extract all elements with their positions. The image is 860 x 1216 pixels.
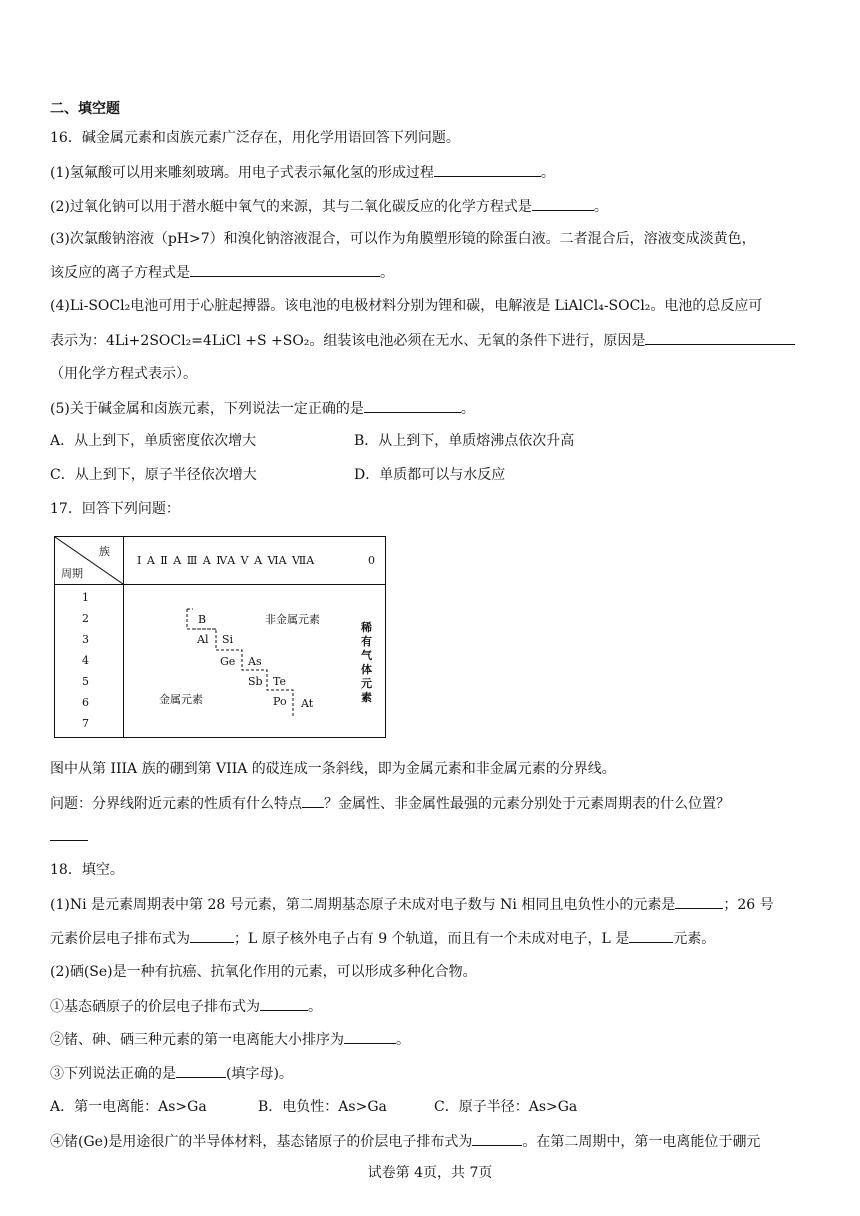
q18-sub2: ②锗、砷、硒三种元素的第一电离能大小排序为 。 (50, 1029, 410, 1050)
q17-stem: 17．回答下列问题： (50, 501, 180, 517)
q18-sub4: ④锗(Ge)是用途很广的半导体材料，基态锗原子的价层电子排布式为 。在第二周期中，第一电离能位于硼元 (50, 1131, 760, 1152)
q16-part4-line3: （用化学方程式表示）。 (50, 366, 197, 382)
q16-stem: 16．碱金属元素和卤族元素广泛存在，用化学用语回答下列问题。 (50, 130, 460, 146)
element-at: At (301, 697, 314, 710)
q18-option-a[interactable]: A．第一电离能：As>Ga (50, 1099, 207, 1115)
answer-blank[interactable] (176, 1063, 226, 1078)
element-ge: Ge (220, 655, 236, 668)
answer-blank[interactable] (190, 262, 380, 277)
answer-blank[interactable] (190, 928, 234, 943)
q16-option-b[interactable]: B．从上到下，单质熔沸点依次升高 (354, 433, 575, 449)
q17-question: 问题：分界线附近元素的性质有什么特点 ？金属性、非金属性最强的元素分别处于元素周期表的什么位置？ (50, 793, 730, 814)
q18-part1-line1: (1)Ni 是元素周期表中第 28 号元素，第二周期基态原子未成对电子数与 Ni 相同且电负性小的元素是 ；26 号 (50, 894, 774, 915)
group-zero-header: 0 (368, 554, 375, 567)
q16-part2: (2)过氧化钠可以用于潜水艇中氧气的来源，其与二氧化碳反应的化学方程式是 。 (50, 196, 608, 217)
period-3: 3 (82, 633, 89, 646)
q18-stem: 18．填空。 (50, 862, 124, 878)
q18-part2: (2)硒(Se)是一种有抗癌、抗氧化作用的元素，可以形成多种化合物。 (50, 964, 477, 980)
period-7: 7 (82, 717, 89, 730)
boundary-line (55, 537, 385, 737)
element-sb: Sb (248, 675, 263, 688)
q16-option-a[interactable]: A．从上到下，单质密度依次增大 (50, 433, 257, 449)
period-6: 6 (82, 696, 89, 709)
element-al: Al (197, 633, 209, 646)
element-te: Te (273, 675, 286, 688)
metal-label: 金属元素 (159, 693, 203, 706)
nonmetal-label: 非金属元素 (265, 613, 320, 626)
q18-option-c[interactable]: C．原子半径：As>Ga (434, 1099, 578, 1115)
noble-gas-label: 稀 有 气 体 元 素 (361, 621, 372, 704)
answer-blank[interactable] (645, 330, 795, 345)
corner-period-label: 周期 (61, 567, 83, 580)
answer-blank[interactable] (260, 996, 308, 1011)
q18-part1-line2: 元素价层电子排布式为 ；L 原子核外电子占有 9 个轨道，而且有一个未成对电子，L 是 元素。 (50, 928, 715, 949)
element-as: As (248, 655, 262, 668)
q18-sub3: ③下列说法正确的是 (填字母)。 (50, 1063, 293, 1084)
period-5: 5 (82, 675, 89, 688)
element-si: Si (222, 633, 234, 646)
q18-sub1: ①基态硒原子的价层电子排布式为 。 (50, 996, 322, 1017)
period-4: 4 (82, 654, 89, 667)
answer-blank[interactable] (434, 162, 541, 177)
answer-blank[interactable] (364, 398, 461, 413)
answer-blank[interactable] (344, 1029, 396, 1044)
answer-blank[interactable] (675, 894, 723, 909)
answer-blank[interactable] (472, 1131, 522, 1146)
answer-blank[interactable] (629, 928, 673, 943)
q16-part3-line1: (3)次氯酸钠溶液（pH>7）和溴化钠溶液混合，可以作为角膜塑形镜的除蛋白液。二者混合后，溶液变成淡黄色， (50, 231, 756, 247)
q16-option-c[interactable]: C．从上到下，原子半径依次增大 (50, 467, 257, 483)
q18-option-b[interactable]: B．电负性：As>Ga (258, 1099, 387, 1115)
q17-description: 图中从第 IIIA 族的硼到第 VIIA 的砹连成一条斜线，即为金属元素和非金属元素的分界线。 (50, 761, 616, 777)
q16-part4-line2: 表示为：4Li+2SOCl₂=4LiCl +S +SO₂。组装该电池必须在无水、无氧的条件下进行，原因是 (50, 330, 795, 351)
q16-part3-line2: 该反应的离子方程式是 。 (50, 262, 394, 283)
period-2: 2 (82, 612, 89, 625)
element-po: Po (273, 695, 287, 708)
q16-part5: (5)关于碱金属和卤族元素，下列说法一定正确的是 。 (50, 398, 475, 419)
answer-blank[interactable] (302, 793, 324, 808)
corner-group-label: 族 (99, 545, 110, 558)
q16-option-d[interactable]: D．单质都可以与水反应 (354, 467, 506, 483)
answer-blank[interactable] (50, 826, 88, 841)
q16-part1: (1)氢氟酸可以用来雕刻玻璃。用电子式表示氟化氢的形成过程 。 (50, 162, 555, 183)
element-b: B (198, 613, 207, 626)
section-title: 二、填空题 (50, 101, 120, 117)
q16-part4-line1: (4)Li-SOCl₂电池可用于心脏起搏器。该电池的电极材料分别为锂和碳，电解液是 LiAlCl₄-SOCl₂。电池的总反应可 (50, 298, 763, 314)
group-headers: Ⅰ A Ⅱ A Ⅲ A ⅣA Ⅴ A ⅥA ⅦA (137, 554, 315, 567)
periodic-table-figure (54, 536, 386, 738)
q17-second-blank (50, 826, 88, 847)
page-footer: 试卷第 4页，共 7页 (367, 1165, 493, 1181)
answer-blank[interactable] (532, 196, 594, 211)
period-1: 1 (82, 591, 89, 604)
